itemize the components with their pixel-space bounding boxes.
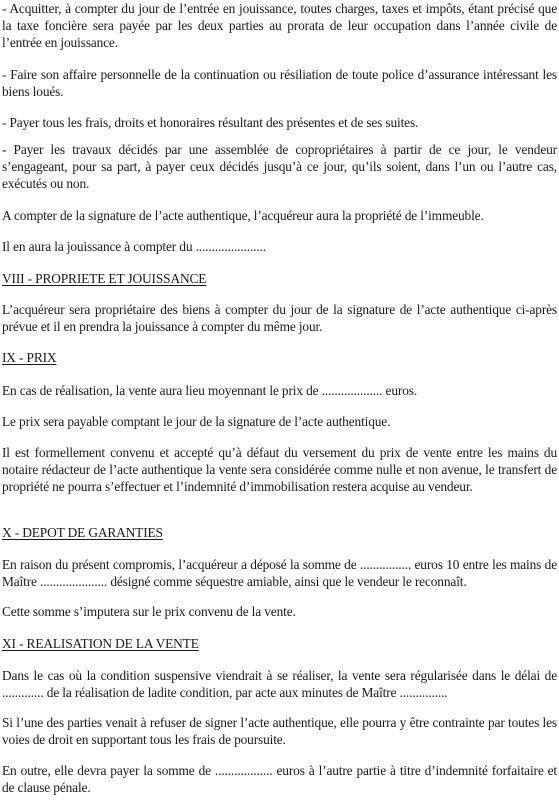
clause-travaux: - Payer les travaux décidés par une assemblée de copropriétaires à partir de ce jour, le vendeur s’engageant, pour sa part, à payer ceux décidés jusqu’à ce jour, qu’ils soient, dans l’un ou l’autre cas, exécutés ou non.: [2, 142, 557, 191]
clause-charges-taxes: - Acquitter, à compter du jour de l’entrée en jouissance, toutes charges, taxes et impôts, étant précisé que la taxe foncière sera payée par les deux parties au prorata de leur occupation dans l’année civile de l’entrée en jouissance.: [2, 1, 557, 50]
clause-jouissance-date: Il en aura la jouissance à compter du ......................: [2, 239, 266, 254]
section-heading-viii: VIII - PROPRIETE ET JOUISSANCE: [2, 271, 207, 286]
clause-frais: - Payer tous les frais, droits et honoraires résultant des présentes et de ses suites.: [2, 115, 419, 130]
clause-indemnite-penale: En outre, elle devra payer la somme de .................. euros à l’autre partie à titre d’indemnité forfaitaire et de clause pénale.: [2, 763, 557, 795]
section-heading-x: X - DEPOT DE GARANTIES: [2, 525, 163, 540]
section-heading-xi: XI - REALISATION DE LA VENTE: [2, 636, 199, 651]
clause-prix-payable: Le prix sera payable comptant le jour de la signature de l’acte authentique.: [2, 414, 391, 429]
clause-realisation-delai: Dans le cas où la condition suspensive viendrait à se réaliser, la vente sera régularisée dans le délai de ............. de la réalisation de ladite condition, par acte aux minutes de Maître ...............: [2, 668, 557, 700]
clause-propriete-acte: A compter de la signature de l’acte authentique, l’acquéreur aura la propriété de l’immeuble.: [2, 208, 484, 223]
clause-prix-montant: En cas de réalisation, la vente aura lieu moyennant le prix de ................... euros.: [2, 383, 418, 398]
section-heading-ix: IX - PRIX: [2, 350, 57, 365]
clause-propriete-jouissance: L’acquéreur sera propriétaire des biens à compter du jour de la signature de l’acte authentique ci-après prévue et il en prendra la jouissance à compter du même jour.: [2, 302, 557, 334]
clause-refus-signature: Si l’une des parties venait à refuser de signer l’acte authentique, elle pourra y être contrainte par toutes les voies de droit en supportant tous les frais de poursuite.: [2, 715, 557, 747]
clause-assurance: - Faire son affaire personnelle de la continuation ou résiliation de toute police d’assurance intéressant les biens loués.: [2, 67, 557, 99]
clause-imputation: Cette somme s’imputera sur le prix convenu de la vente.: [2, 604, 296, 619]
clause-defaut-versement: Il est formellement convenu et accepté qu’à défaut du versement du prix de vente entre les mains du notaire rédacteur de l’acte authentique la vente sera considérée comme nulle et non avenue, le transfert de propriété ne pourra s’effectuer et l’indemnité d’immobilisation restera acquise au vendeur.: [2, 445, 557, 494]
clause-depot-somme: En raison du présent compromis, l’acquéreur a déposé la somme de ................ euros 10 entre les mains de Maître ..................... désigné comme séquestre amiable, ainsi que le vendeur le reconnaît.: [2, 557, 557, 589]
